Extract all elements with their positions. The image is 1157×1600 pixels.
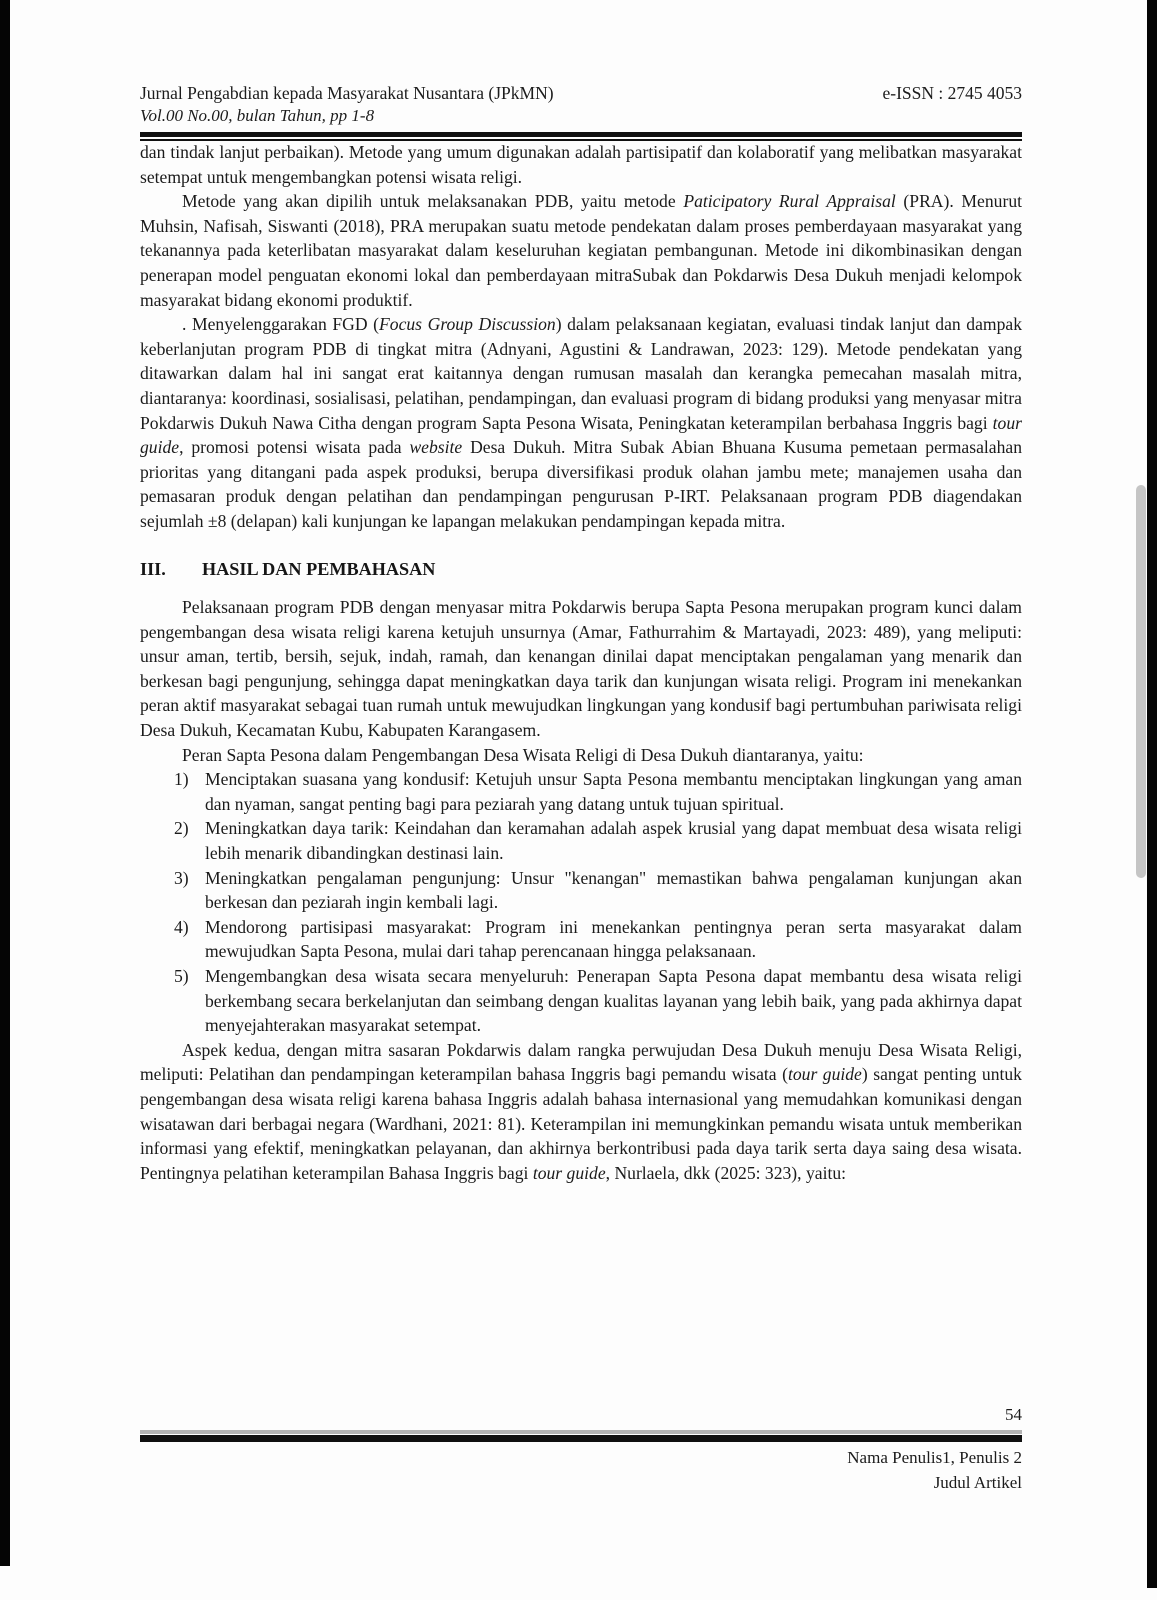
footer-author-line: Nama Penulis1, Penulis 2 <box>847 1448 1022 1467</box>
list-item-text: Meningkatkan pengalaman pengunjung: Unsur "kenangan" memastikan bahwa pengalaman kunjungan akan berkesan dan peziarah ingin kembali lagi. <box>205 867 1022 913</box>
list-item-number: 2) <box>174 818 189 839</box>
article-body <box>140 140 1022 1185</box>
numbered-list-item <box>140 866 1022 915</box>
list-item-text: Meningkatkan daya tarik: Keindahan dan keramahan adalah aspek krusial yang dapat membuat desa wisata religi lebih menarik dibandingkan destinasi lain. <box>205 818 1022 864</box>
journal-volume-line: Vol.00 No.00, bulan Tahun, pp 1-8 <box>140 106 375 125</box>
footer-double-rule <box>140 1430 1022 1442</box>
numbered-list-item <box>140 816 1022 865</box>
list-item-number: 1) <box>174 769 189 790</box>
page-number: 54 <box>1005 1405 1022 1424</box>
paragraph: . Menyelenggarakan FGD (Focus Group Discussion) dalam pelaksanaan kegiatan, evaluasi tindak lanjut dan dampak keberlanjutan program PDB di tingkat mitra (Adnyani, Agustini & Landrawan, 2023: 129). Metode pendekatan yang ditawarkan dalam hal ini sangat erat kaitannya dengan rumusan masalah dan kerangka pemecahan masalah mitra, diantaranya: koordinasi, sosialisasi, pelatihan, pendampingan, dan evaluasi program di bidang produksi yang menyasar mitra Pokdarwis Dukuh Nawa Citha dengan program Sapta Pesona Wisata, Peningkatan keterampilan berbahasa Inggris bagi tour guide, promosi potensi wisata pada website Desa Dukuh. Mitra Subak Abian Bhuana Kusuma pemetaan permasalahan prioritas yang ditangani pada aspek produksi, berupa diversifikasi produk olahan jambu mete; manajemen usaha dan pemasaran produk dengan pelatihan dan pendampingan pengurusan P-IRT. Pelaksanaan program PDB diagendakan sejumlah ±8 (delapan) kali kunjungan ke lapangan melakukan pendampingan kepada mitra. <box>140 314 1022 531</box>
numbered-list-item <box>140 915 1022 964</box>
list-item-text: Mendorong partisipasi masyarakat: Program ini menekankan pentingnya peran serta masyarakat dalam mewujudkan Sapta Pesona, mulai dari tahap perencanaan hingga pelaksanaan. <box>205 916 1022 962</box>
paragraph: Peran Sapta Pesona dalam Pengembangan Desa Wisata Religi di Desa Dukuh diantaranya, yaitu: <box>182 744 864 765</box>
list-item-number: 5) <box>174 966 189 986</box>
journal-eissn: e-ISSN : 2745 4053 <box>882 83 1022 103</box>
paragraph: Aspek kedua, dengan mitra sasaran Pokdarwis dalam rangka perwujudan Desa Dukuh menuju Desa Wisata Religi, meliputi: Pelatihan dan pendampingan keterampilan bahasa Inggris bagi pemandu wisata (tour guide) sangat penting untuk pengembangan desa wisata religi karena bahasa Inggris adalah bahasa internasional yang memudahkan komunikasi dengan wisatawan dari berbagai negara (Wardhani, 2021: 81). Keterampilan ini memungkinkan pemandu wisata untuk memberikan informasi yang efektif, meningkatkan pelayanan, dan akhirnya berkontribusi pada daya tarik serta daya saing desa wisata. Pentingnya pelatihan keterampilan Bahasa Inggris bagi tour guide, Nurlaela, dkk (2025: 323), yaitu: <box>140 1039 1022 1183</box>
section-title: HASIL DAN PEMBAHASAN <box>202 558 436 579</box>
paragraph: Metode yang akan dipilih untuk melaksanakan PDB, yaitu metode Paticipatory Rural Appraisal (PRA). Menurut Muhsin, Nafisah, Siswanti (2018), PRA merupakan suatu metode pendekatan dalam proses pemberdayaan masyarakat yang tekanannya pada keterlibatan masyarakat dalam keseluruhan kegiatan pembangunan. Metode ini dikombinasikan dengan penerapan model penguatan ekonomi lokal dan pemberdayaan mitraSubak dan Pokdarwis Desa Dukuh menjadi kelompok masyarakat bidang ekonomi produktif. <box>140 191 1023 310</box>
paragraph: Pelaksanaan program PDB dengan menyasar mitra Pokdarwis berupa Sapta Pesona merupakan program kunci dalam pengembangan desa wisata religi karena ketujuh unsurnya (Amar, Fathurrahim & Martayadi, 2023: 489), yang meliputi: unsur aman, tertib, bersih, sejuk, indah, ramah, dan kenangan dinilai dapat menciptakan pengalaman yang menarik dan berkesan bagi pengunjung, sehingga dapat meningkatkan daya tarik dan kunjungan wisata religi. Program ini menekankan peran aktif masyarakat sebagai tuan rumah untuk mewujudkan lingkungan yang kondusif bagi pertumbuhan pariwisata religi Desa Dukuh, Kecamatan Kubu, Kabupaten Karangasem. <box>140 597 1022 741</box>
paragraph: dan tindak lanjut perbaikan). Metode yang umum digunakan adalah partisipatif dan kolaboratif yang melibatkan masyarakat setempat untuk mengembangkan potensi wisata religi. <box>140 142 1022 187</box>
page-footer <box>140 1404 1022 1495</box>
list-item-text: Menciptakan suasana yang kondusif: Ketujuh unsur Sapta Pesona membantu menciptakan lingkungan yang aman dan nyaman, sangat penting bagi para peziarah yang datang untuk tujuan spiritual. <box>205 769 1022 814</box>
list-item-number: 4) <box>174 916 189 937</box>
section-number: III. <box>140 558 166 579</box>
list-item-text: Mengembangkan desa wisata secara menyeluruh: Penerapan Sapta Pesona dapat membantu desa wisata religi berkembang secara berkelanjutan dan seimbang dengan kualitas layanan yang lebih baik, yang pada akhirnya dapat menyejahterakan masyarakat setempat. <box>205 966 1022 1036</box>
numbered-list-item <box>140 767 1022 816</box>
journal-header <box>140 82 1022 141</box>
section-heading <box>140 557 1022 582</box>
footer-article-title: Judul Artikel <box>933 1472 1022 1492</box>
page-edge-left-bar <box>0 0 10 1566</box>
numbered-list-item <box>140 964 1022 1038</box>
vertical-scrollbar-thumb[interactable] <box>1136 485 1146 878</box>
page-edge-right-bar <box>1147 0 1157 1588</box>
journal-title: Jurnal Pengabdian kepada Masyarakat Nusantara (JPkMN) <box>140 83 554 103</box>
list-item-number: 3) <box>174 867 189 888</box>
